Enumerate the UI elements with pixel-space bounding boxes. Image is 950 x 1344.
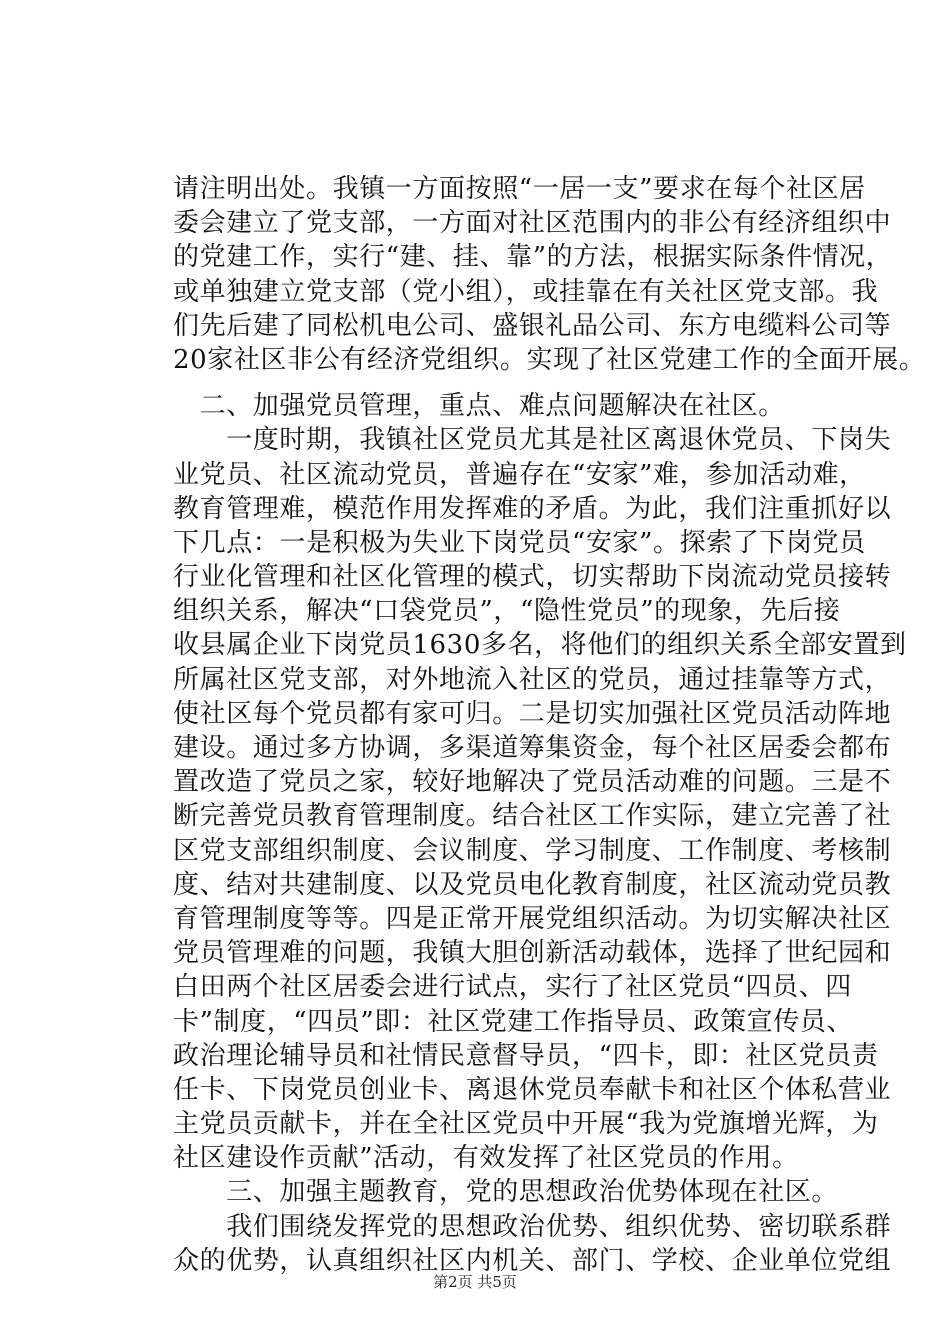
text-line: 区党支部组织制度、会议制度、学习制度、工作制度、考核制 bbox=[173, 835, 892, 866]
text-line: 组织关系，解决“口袋党员”，“隐性党员”的现象，先后接 bbox=[173, 596, 841, 627]
text-line: 二、加强党员管理，重点、难点问题解决在社区。 bbox=[173, 391, 785, 422]
text-line: 行业化管理和社区化管理的模式，切实帮助下岗流动党员接转 bbox=[173, 562, 892, 593]
text-line: 教育管理难，模范作用发挥难的矛盾。为此，我们注重抓好以 bbox=[173, 493, 892, 524]
text-line: 育管理制度等等。四是正常开展党组织活动。为切实解决社区 bbox=[173, 903, 892, 934]
text-line: 政治理论辅导员和社情民意督导员，“四卡，即：社区党员责 bbox=[173, 1040, 879, 1071]
text-line: 白田两个社区居委会进行试点，实行了社区党员“四员、四 bbox=[173, 972, 852, 1003]
text-line: 卡”制度，“四员”即：社区党建工作指导员、政策宣传员、 bbox=[173, 1006, 854, 1037]
text-line: 收县属企业下岗党员1630多名，将他们的组织关系全部安置到 bbox=[173, 630, 907, 661]
text-line: 下几点：一是积极为失业下岗党员“安家”。探索了下岗党员 bbox=[173, 527, 866, 558]
text-line: 众的优势，认真组织社区内机关、部门、学校、企业单位党组 bbox=[173, 1245, 892, 1276]
text-line: 20家社区非公有经济党组织。实现了社区党建工作的全面开展。 bbox=[173, 344, 926, 375]
paragraph-block-1 bbox=[173, 172, 926, 377]
text-line: 业党员、社区流动党员，普遍存在“安家”难，参加活动难， bbox=[173, 459, 866, 490]
paragraph-block-2 bbox=[173, 389, 907, 1278]
text-line: 建设。通过多方协调，多渠道筹集资金，每个社区居委会都布 bbox=[173, 733, 892, 763]
text-line: 度、结对共建制度、以及党员电化教育制度，社区流动党员教 bbox=[173, 869, 892, 900]
page-footer: 第2页 共5页 bbox=[433, 1273, 517, 1291]
text-line: 置改造了党员之家，较好地解决了党员活动难的问题。三是不 bbox=[173, 767, 892, 798]
text-line: 任卡、下岗党员创业卡、离退休党员奉献卡和社区个体私营业 bbox=[173, 1074, 892, 1105]
paragraph-gap bbox=[173, 377, 783, 389]
text-line: 社区建设作贡献”活动，有效发挥了社区党员的作用。 bbox=[173, 1143, 799, 1174]
text-line: 三、加强主题教育，党的思想政治优势体现在社区。 bbox=[173, 1177, 839, 1208]
text-line: 的党建工作，实行“建、挂、靠”的方法，根据实际条件情况， bbox=[173, 242, 893, 273]
text-line: 请注明出处。我镇一方面按照“一居一支”要求在每个社区居 bbox=[173, 174, 866, 204]
text-line: 委会建立了党支部，一方面对社区范围内的非公有经济组织中 bbox=[173, 208, 892, 239]
text-line: 一度时期，我镇社区党员尤其是社区离退休党员、下岗失 bbox=[173, 425, 892, 456]
text-line: 党员管理难的问题，我镇大胆创新活动载体，选择了世纪园和 bbox=[173, 938, 892, 969]
text-line: 或单独建立党支部（党小组），或挂靠在有关社区党支部。我 bbox=[173, 276, 879, 307]
text-line: 们先后建了同松机电公司、盛银礼品公司、东方电缆料公司等 bbox=[173, 310, 892, 341]
text-line: 断完善党员教育管理制度。结合社区工作实际，建立完善了社 bbox=[173, 801, 892, 832]
text-line: 使社区每个党员都有家可归。二是切实加强社区党员活动阵地 bbox=[173, 698, 892, 729]
text-line: 主党员贡献卡，并在全社区党员中开展“我为党旗增光辉，为 bbox=[173, 1109, 879, 1140]
text-line: 所属社区党支部，对外地流入社区的党员，通过挂靠等方式， bbox=[173, 664, 892, 695]
document-body bbox=[173, 172, 926, 1278]
text-line: 我们围绕发挥党的思想政治优势、组织优势、密切联系群 bbox=[173, 1211, 892, 1242]
